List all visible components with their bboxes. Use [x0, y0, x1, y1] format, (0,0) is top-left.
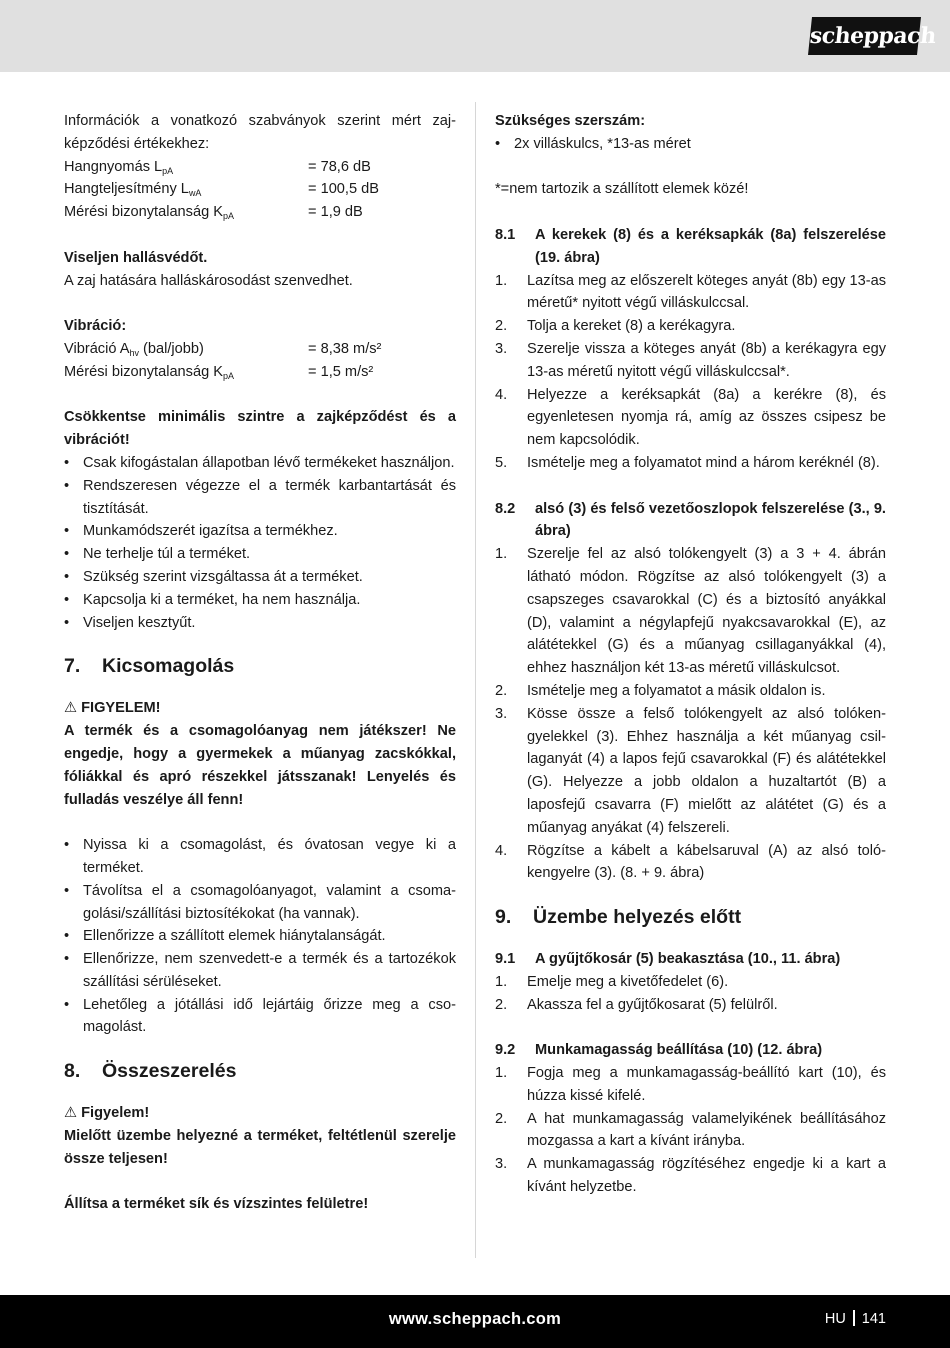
list-item: 2. A hat munkamagasság valamelyikének beállításához mozgassa a kart a kívánt irányba.: [495, 1110, 886, 1150]
list-item: 1. Emelje meg a kivetőfedelet (6).: [495, 973, 729, 990]
header-band: [0, 0, 950, 72]
footer-band: [0, 1295, 950, 1348]
tools-list: [495, 133, 886, 156]
basket-steps: [495, 971, 886, 1017]
subsection-heading-9-2: 9.2 Munkamagasság beállítása (10) (12. ábra): [495, 1042, 823, 1059]
list-item: • Szükség szerint vizsgáltassa át a terméket.: [64, 566, 456, 589]
noise-values: [64, 156, 456, 224]
list-item: 1. Fogja meg a munkamagasság-beállító kart (10), és húzza kissé kifelé.: [495, 1065, 886, 1104]
list-item: 4. Rögzítse a kábelt a kábelsaruval (A) az alsó tolókengyelre (3). (8. + 9. ábra): [495, 842, 886, 882]
reduce-list: [64, 452, 456, 634]
list-item: 1. Szerelje fel az alsó tolókengyelt (3) a 3 + 4. ábrán látható módon. Rögzítse az alsó tolókengyelt (3) a csapszeges csavarokkal (C) és a biztosító anyákkal (D), valamint a négylapfejű nyakcsavarokkal (E), az alátétekkel (G) és a műanyag csillaganyákkal (4), ehhez használjon két 13-as méretű villáskulcsot.: [495, 546, 886, 677]
hearing-damage-text: A zaj hatására halláskárosodást szenvedhet.: [64, 272, 353, 289]
language-code: HU: [824, 1311, 846, 1327]
list-item: • Munkamódszerét igazítsa a termékhez.: [64, 520, 456, 543]
subsection-heading-8-1: 8.1 A kerekek (8) és a keréksapkák (8a) felszerelése (19. ábra): [495, 226, 886, 266]
list-item: • Ellenőrizze a szállított elemek hiánytalanságát.: [64, 925, 456, 948]
list-item: 2. Akassza fel a gyűjtőkosarat (5) felülről.: [495, 996, 778, 1013]
list-item: • Csak kifogástalan állapotban lévő termékeket használjon.: [64, 452, 456, 475]
vibration-row: Mérési bizonytalanság $K_{pA}$ = 1,5 m/s²: [64, 361, 456, 384]
surface-note: Állítsa a terméket sík és vízszintes felületre!: [64, 1196, 369, 1213]
list-item: • Nyissa ki a csomagolást, és óvatosan vegye ki a terméket.: [64, 834, 456, 880]
section-heading-8: 8. Összeszerelés: [64, 1060, 237, 1083]
warning-icon: ⚠: [64, 1105, 78, 1122]
section-heading-7: 7. Kicsomagolás: [64, 655, 235, 678]
list-item: • Távolítsa el a csomagolóanyagot, valamint a csomagolási/szállítási biztosítékokat (ha vannak).: [64, 880, 456, 926]
list-item: • Ellenőrizze, nem szenvedett-e a termék és a tartozékok szállítási sérüléseket.: [64, 948, 456, 994]
noise-row: Hangteljesítmény $L_{wA}$ = 100,5 dB: [64, 178, 456, 201]
vibration-value: = 8,38 m/s²: [308, 340, 382, 357]
warning-text: A termék és a csomagolóanyag nem játékszer! Ne engedje, hogy a gyermekek a műanyag zacskókkal, fóliákkal és apró részekkel játsszanak! Lenyelés és fulladás veszélye áll fenn!: [64, 723, 456, 808]
right-column: [495, 110, 886, 1199]
page-separator: [853, 1310, 855, 1326]
list-item: 3. Szerelje vissza a köteges anyát (8b) a kerékagyra egy 13-as méretű nyitott végű villáskulccsal*.: [495, 340, 886, 380]
left-column: [64, 110, 456, 1216]
noise-value: = 78,6 dB: [308, 158, 371, 175]
list-item: • Ne terhelje túl a terméket.: [64, 543, 456, 566]
vibration-row: Vibráció $A_{hv}$ (bal/jobb) = 8,38 m/s²: [64, 338, 456, 361]
noise-value: = 1,9 dB: [308, 204, 363, 221]
tools-title: Szükséges szerszám:: [495, 113, 646, 129]
column-divider: [475, 102, 476, 1258]
wheels-steps: [495, 270, 886, 475]
brand-logo: scheppach: [808, 17, 921, 55]
list-item: • Kapcsolja ki a terméket, ha nem használja.: [64, 589, 456, 612]
list-item: • Lehetőleg a jótállási idő lejártáig őrizze meg a csomagolást.: [64, 994, 456, 1040]
hearing-protection-note: Viseljen hallásvédőt.: [64, 249, 208, 266]
subsection-heading-9-1: 9.1 A gyűjtőkosár (5) beakasztása (10., 11. ábra): [495, 951, 841, 968]
list-item: • Rendszeresen végezze el a termék karbantartását és tisztítását.: [64, 475, 456, 521]
list-item: 2. Tolja a kereket (8) a kerékagyra.: [495, 318, 736, 335]
noise-intro: Információk a vonatkozó szabványok szerint mért zajképződési értékekhez:: [64, 113, 456, 152]
warning-label: ⚠ FIGYELEM!: [64, 697, 456, 720]
subsection-heading-8-2: 8.2 alsó (3) és felső vezetőoszlopok felszerelése (3., 9. ábra): [495, 500, 886, 540]
page-indicator: [825, 1308, 886, 1331]
tools-note: *=nem tartozik a szállított elemek közé!: [495, 181, 749, 198]
reduce-heading: Csökkentse minimális szintre a zajképződést és a vibrációt!: [64, 409, 456, 449]
list-item: 1. Lazítsa meg az előszerelt köteges anyát (8b) egy 13-as méretű* nyitott végű villáskulccsal.: [495, 272, 886, 312]
warning-label: ⚠ Figyelem!: [64, 1102, 456, 1125]
warning-icon: ⚠: [64, 700, 78, 717]
list-item: 3. A munkamagasság rögzítéséhez engedje ki a kart a kívánt helyzetbe.: [495, 1156, 886, 1196]
noise-row: Mérési bizonytalanság $K_{pA}$ = 1,9 dB: [64, 201, 456, 224]
vibration-value: = 1,5 m/s²: [308, 363, 374, 380]
unpacking-list: [64, 834, 456, 1039]
footer-url: www.scheppach.com: [388, 1310, 562, 1328]
section-heading-9: 9. Üzembe helyezés előtt: [495, 906, 742, 929]
working-height-steps: [495, 1062, 886, 1199]
list-item: • Viseljen kesztyűt.: [64, 612, 456, 635]
noise-row: Hangnyomás $L_{pA}$ = 78,6 dB: [64, 156, 456, 179]
vibration-title: Vibráció:: [64, 318, 127, 335]
noise-value: = 100,5 dB: [308, 181, 380, 198]
page-number: 141: [861, 1311, 886, 1327]
list-item: 5. Ismételje meg a folyamatot mind a három keréknél (8).: [495, 454, 880, 471]
warning-text: Mielőtt üzembe helyezné a terméket, feltétlenül szerelje össze teljesen!: [64, 1128, 456, 1167]
guide-bars-steps: [495, 543, 886, 885]
list-item: • 2x villáskulcs, *13-as méret: [495, 133, 886, 156]
list-item: 4. Helyezze a keréksapkát (8a) a kerékre (8), és egyenletesen nyomja rá, amíg az összes csipesz be nem kapcsolódik.: [495, 386, 886, 449]
list-item: 2. Ismételje meg a folyamatot a másik oldalon is.: [495, 682, 826, 699]
list-item: 3. Kösse össze a felső tolókengyelt az alsó tolókengyelekkel (3). Ehhez használja a két műanyag csillaganyát (4) a lapos fejű csavarokkal (F) és alátétekkel (G). Helyezze a jobb oldalon a huzaltartót (B) a laposfejű csavarra (F) mielőtt az alátétet (G) és a műanyag anyákat (4) felszereli.: [495, 705, 886, 836]
